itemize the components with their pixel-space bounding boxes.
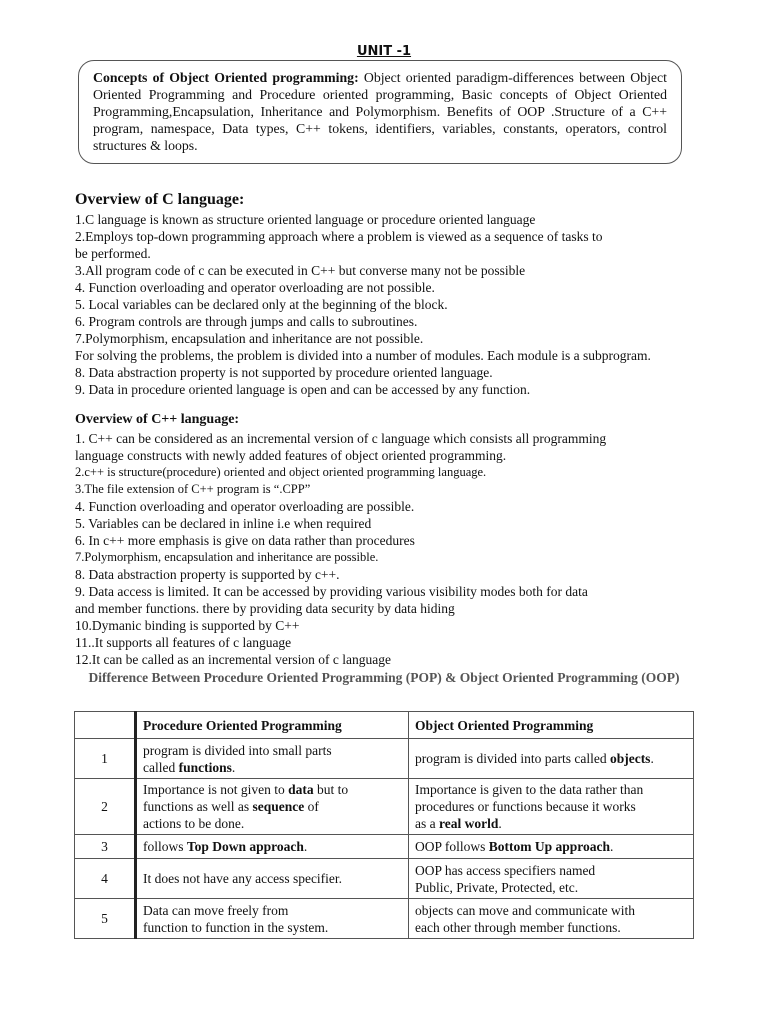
header-oop: Object Oriented Programming: [409, 712, 694, 739]
cell-bold: functions: [178, 759, 232, 775]
cpp-line: 9. Data access is limited. It can be accessed by providing various visibility modes both for data: [75, 584, 588, 599]
cell-text: as a: [415, 816, 439, 831]
c-line: 7.Polymorphism, encapsulation and inheritance are not possible.: [75, 331, 424, 346]
row-number: 4: [75, 859, 136, 899]
syllabus-heading: Concepts of Object Oriented programming:: [93, 70, 359, 85]
cpp-line: 6. In c++ more emphasis is give on data rather than procedures: [75, 533, 415, 548]
row-number: 1: [75, 739, 136, 779]
pop-cell: [136, 779, 409, 835]
cell-text: function to function in the system.: [143, 919, 329, 935]
cell-text: procedures or functions because it works: [415, 799, 636, 814]
comparison-table: [74, 711, 694, 939]
cell-text: .: [303, 839, 308, 854]
c-line: 4. Function overloading and operator overloading are not possible.: [75, 280, 435, 295]
cpp-line: and member functions. there by providing data security by data hiding: [75, 601, 455, 616]
c-overview-heading: Overview of C language:: [75, 191, 245, 208]
cell-bold: real world: [439, 816, 499, 831]
cell-bold: objects: [609, 751, 651, 766]
cell-text: of: [304, 799, 319, 814]
cell-text: .: [610, 839, 614, 854]
c-line: 5. Local variables can be declared only at the beginning of the block.: [75, 297, 448, 312]
table-row: [75, 899, 694, 939]
cell-bold: sequence: [252, 799, 305, 814]
cell-text: functions as well as: [143, 799, 253, 814]
pop-cell: [136, 899, 409, 939]
unit-title: UNIT -1: [356, 44, 412, 59]
syllabus-text: Object oriented paradigm-differences between Object Oriented Programming and Procedure oriented programming, Basic concepts of Object Oriented Programming,Encapsulation, Inheritance and Polymorphism. Benefits of OOP .Structure of a C++ program, namespace, Data types, C++ tokens, identifiers, variables, constants, operators, control structures & loops.: [93, 70, 667, 153]
cpp-line: 11..It supports all features of c language: [75, 635, 292, 650]
oop-cell: [409, 835, 694, 859]
pop-cell: [136, 835, 409, 859]
cell-text: Data can move freely from: [143, 902, 289, 918]
cell-bold: Bottom Up approach: [488, 839, 611, 854]
row-number: 5: [75, 899, 136, 939]
oop-cell: [409, 899, 694, 939]
cpp-line: 1. C++ can be considered as an incremental version of c language which consists all programming: [75, 431, 607, 446]
table-row: [75, 779, 694, 835]
oop-cell: [409, 859, 694, 899]
cpp-line: 2.c++ is structure(procedure) oriented and object oriented programming language.: [75, 465, 487, 479]
cell-text: but to: [313, 782, 349, 797]
cell-text: .: [650, 751, 654, 766]
cpp-overview-heading: Overview of C++ language:: [75, 412, 240, 427]
cell-text: program is divided into small parts: [143, 742, 332, 758]
cpp-line: 5. Variables can be declared in inline i.e when required: [75, 516, 372, 531]
cell-text: Importance is given to the data rather than: [415, 782, 644, 797]
table-row: [75, 835, 694, 859]
c-line: 8. Data abstraction property is not supported by procedure oriented language.: [75, 365, 493, 380]
cpp-line: language constructs with newly added features of object oriented programming.: [75, 448, 507, 463]
pop-cell: [136, 739, 409, 779]
cell-text: .: [498, 816, 502, 831]
cell-text: It does not have any access specifier.: [143, 871, 343, 886]
cell-text: .: [231, 759, 236, 775]
cpp-overview-list: [75, 430, 735, 668]
cpp-line: 4. Function overloading and operator overloading are possible.: [75, 499, 415, 514]
cpp-line: 12.It can be called as an incremental version of c language: [75, 652, 391, 667]
cpp-line: 10.Dymanic binding is supported by C++: [75, 618, 300, 633]
cell-text: each other through member functions.: [415, 919, 621, 935]
table-header-row: [75, 712, 694, 739]
cell-text: Importance is not given to: [143, 782, 289, 797]
cpp-line: 8. Data abstraction property is supported by c++.: [75, 567, 340, 582]
cell-bold: Top Down approach: [186, 839, 304, 854]
cell-bold: data: [288, 782, 314, 797]
header-num-cell: [75, 712, 136, 739]
oop-cell: [409, 779, 694, 835]
pop-cell: [136, 859, 409, 899]
cell-text: Public, Private, Protected, etc.: [415, 879, 579, 895]
oop-cell: [409, 739, 694, 779]
c-overview-list: [75, 211, 735, 398]
syllabus-box: [78, 60, 682, 164]
c-line: be performed.: [75, 246, 151, 261]
c-line: 1.C language is known as structure oriented language or procedure oriented language: [75, 212, 536, 227]
cell-text: follows: [143, 839, 187, 854]
cell-text: called: [143, 759, 179, 775]
cpp-line: 3.The file extension of C++ program is “.CPP”: [75, 482, 311, 496]
c-line: 2.Employs top-down programming approach where a problem is viewed as a sequence of tasks to: [75, 229, 603, 244]
cell-text: OOP follows: [415, 839, 489, 854]
cell-text: program is divided into parts called: [415, 751, 610, 766]
cell-text: objects can move and communicate with: [415, 902, 636, 918]
cell-text: actions to be done.: [143, 816, 245, 831]
c-line: For solving the problems, the problem is divided into a number of modules. Each module is a subprogram.: [75, 348, 651, 363]
difference-title: Difference Between Procedure Oriented Programming (POP) & Object Oriented Programming (OOP): [88, 670, 680, 685]
c-line: 9. Data in procedure oriented language is open and can be accessed by any function.: [75, 382, 531, 397]
row-number: 3: [75, 835, 136, 859]
cell-text: OOP has access specifiers named: [415, 862, 596, 878]
c-line: 6. Program controls are through jumps and calls to subroutines.: [75, 314, 418, 329]
cpp-line: 7.Polymorphism, encapsulation and inheritance are possible.: [75, 550, 379, 564]
header-pop: Procedure Oriented Programming: [136, 712, 409, 739]
table-row: [75, 859, 694, 899]
row-number: 2: [75, 779, 136, 835]
c-line: 3.All program code of c can be executed in C++ but converse many not be possible: [75, 263, 526, 278]
table-row: [75, 739, 694, 779]
